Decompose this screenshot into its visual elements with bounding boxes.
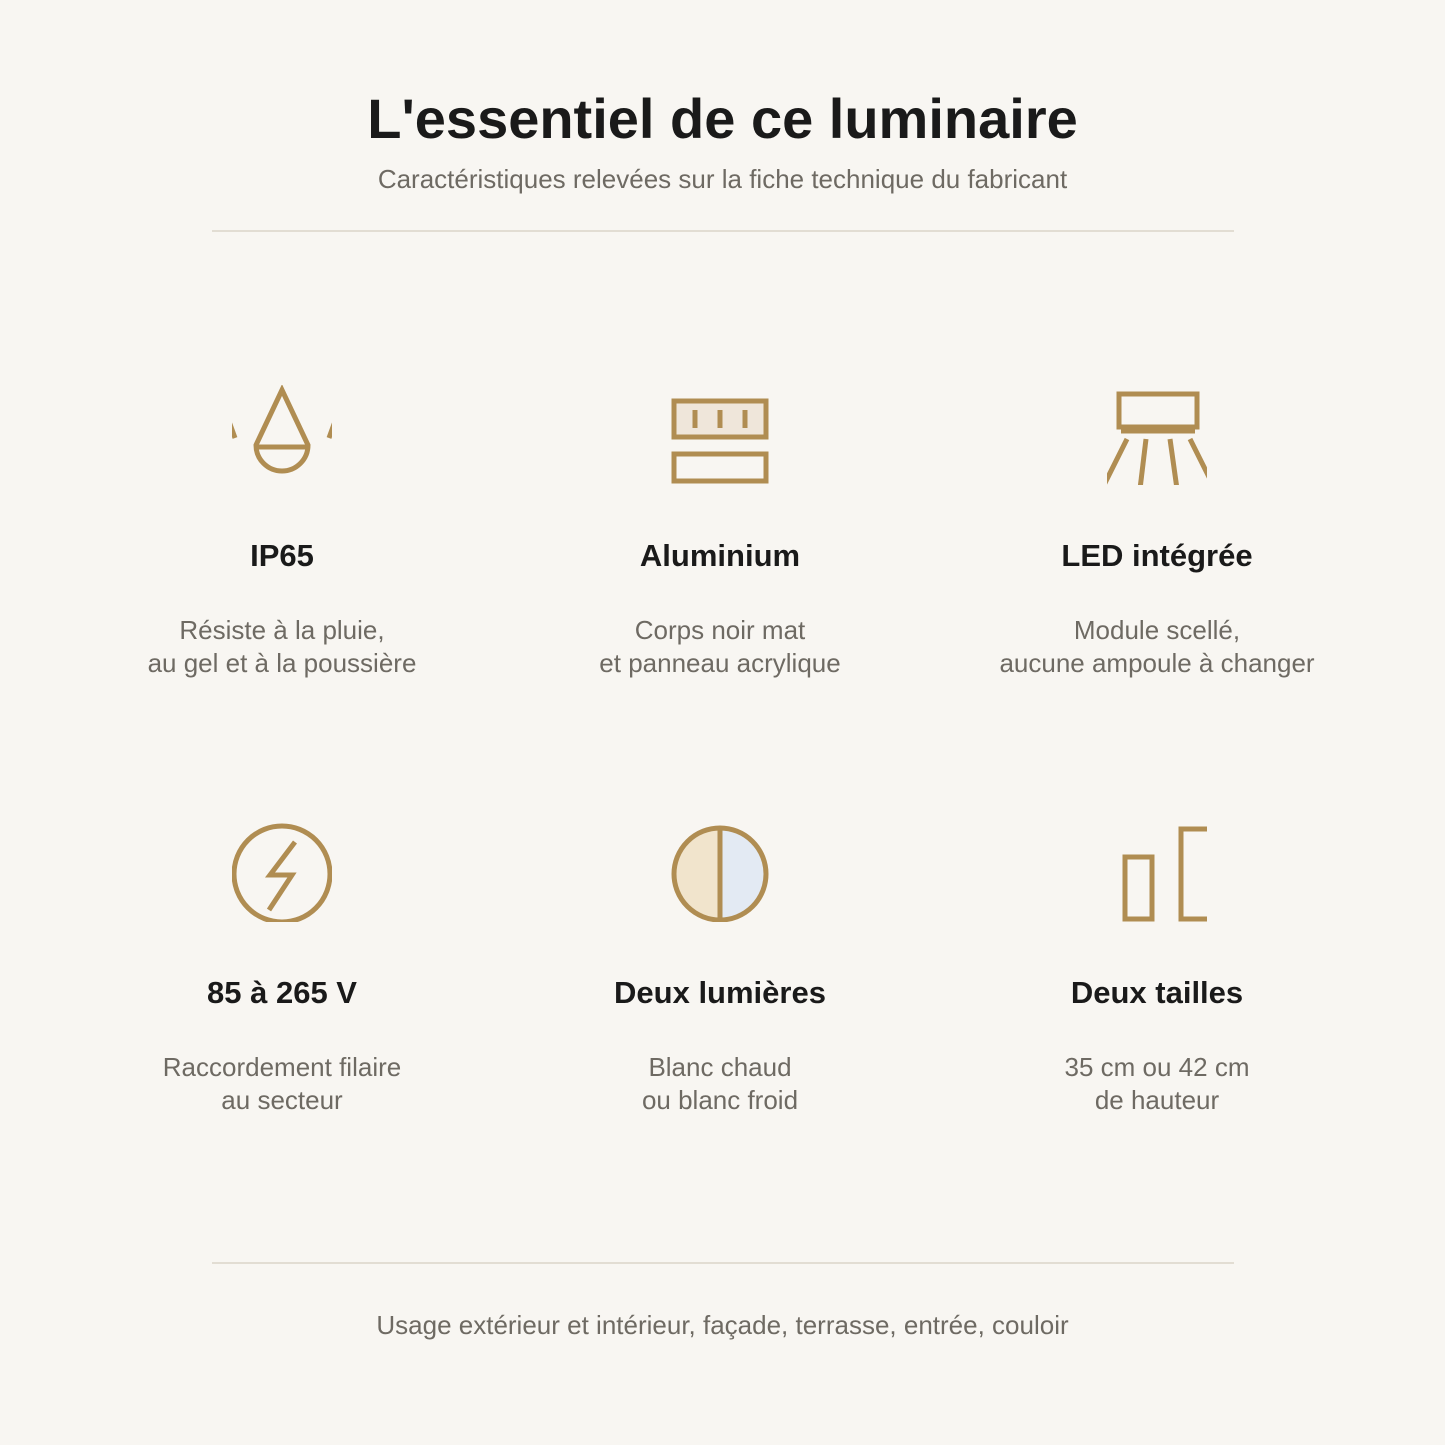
usage-footer: Usage extérieur et intérieur, façade, terrasse, entrée, couloir [376, 1310, 1069, 1340]
feature-title: 85 à 265 V [207, 975, 357, 1010]
feature-description [947, 1051, 1367, 1117]
two-sizes-bars-icon [1107, 822, 1207, 922]
feature-description-line: ou blanc froid [641, 1085, 799, 1115]
feature-description [510, 1051, 930, 1117]
bottom-divider [212, 1262, 1234, 1264]
feature-title: Deux tailles [1070, 975, 1244, 1010]
lightning-bolt-icon [232, 822, 332, 922]
feature-title: IP65 [250, 538, 314, 573]
feature-description-line: Blanc chaud [648, 1052, 792, 1082]
feature-description-line: Corps noir mat [634, 615, 806, 645]
page-subtitle: Caractéristiques relevées sur la fiche technique du fabricant [377, 164, 1068, 194]
feature-description [72, 614, 492, 680]
feature-description-line: 35 cm ou 42 cm [1064, 1052, 1250, 1082]
feature-description-line: Module scellé, [1073, 615, 1241, 645]
half-circle-light-icon [670, 822, 770, 922]
feature-description-line: Raccordement filaire [162, 1052, 402, 1082]
feature-title: Aluminium [639, 538, 801, 573]
feature-title: Deux lumières [614, 975, 826, 1010]
feature-title: LED intégrée [1061, 538, 1253, 573]
aluminium-panel-icon [670, 385, 770, 485]
top-divider [212, 230, 1234, 232]
led-light-icon [1107, 385, 1207, 485]
feature-description-line: Résiste à la pluie, [179, 615, 385, 645]
feature-description-line: de hauteur [1094, 1085, 1220, 1115]
page-title: L'essentiel de ce luminaire [367, 87, 1078, 150]
feature-description-line: et panneau acrylique [599, 648, 841, 678]
feature-description [510, 614, 930, 680]
feature-description [947, 614, 1367, 680]
feature-description [72, 1051, 492, 1117]
feature-description-line: au secteur [221, 1085, 343, 1115]
feature-description-line: aucune ampoule à changer [999, 648, 1315, 678]
water-drop-icon [232, 385, 332, 485]
feature-description-line: au gel et à la poussière [147, 648, 417, 678]
